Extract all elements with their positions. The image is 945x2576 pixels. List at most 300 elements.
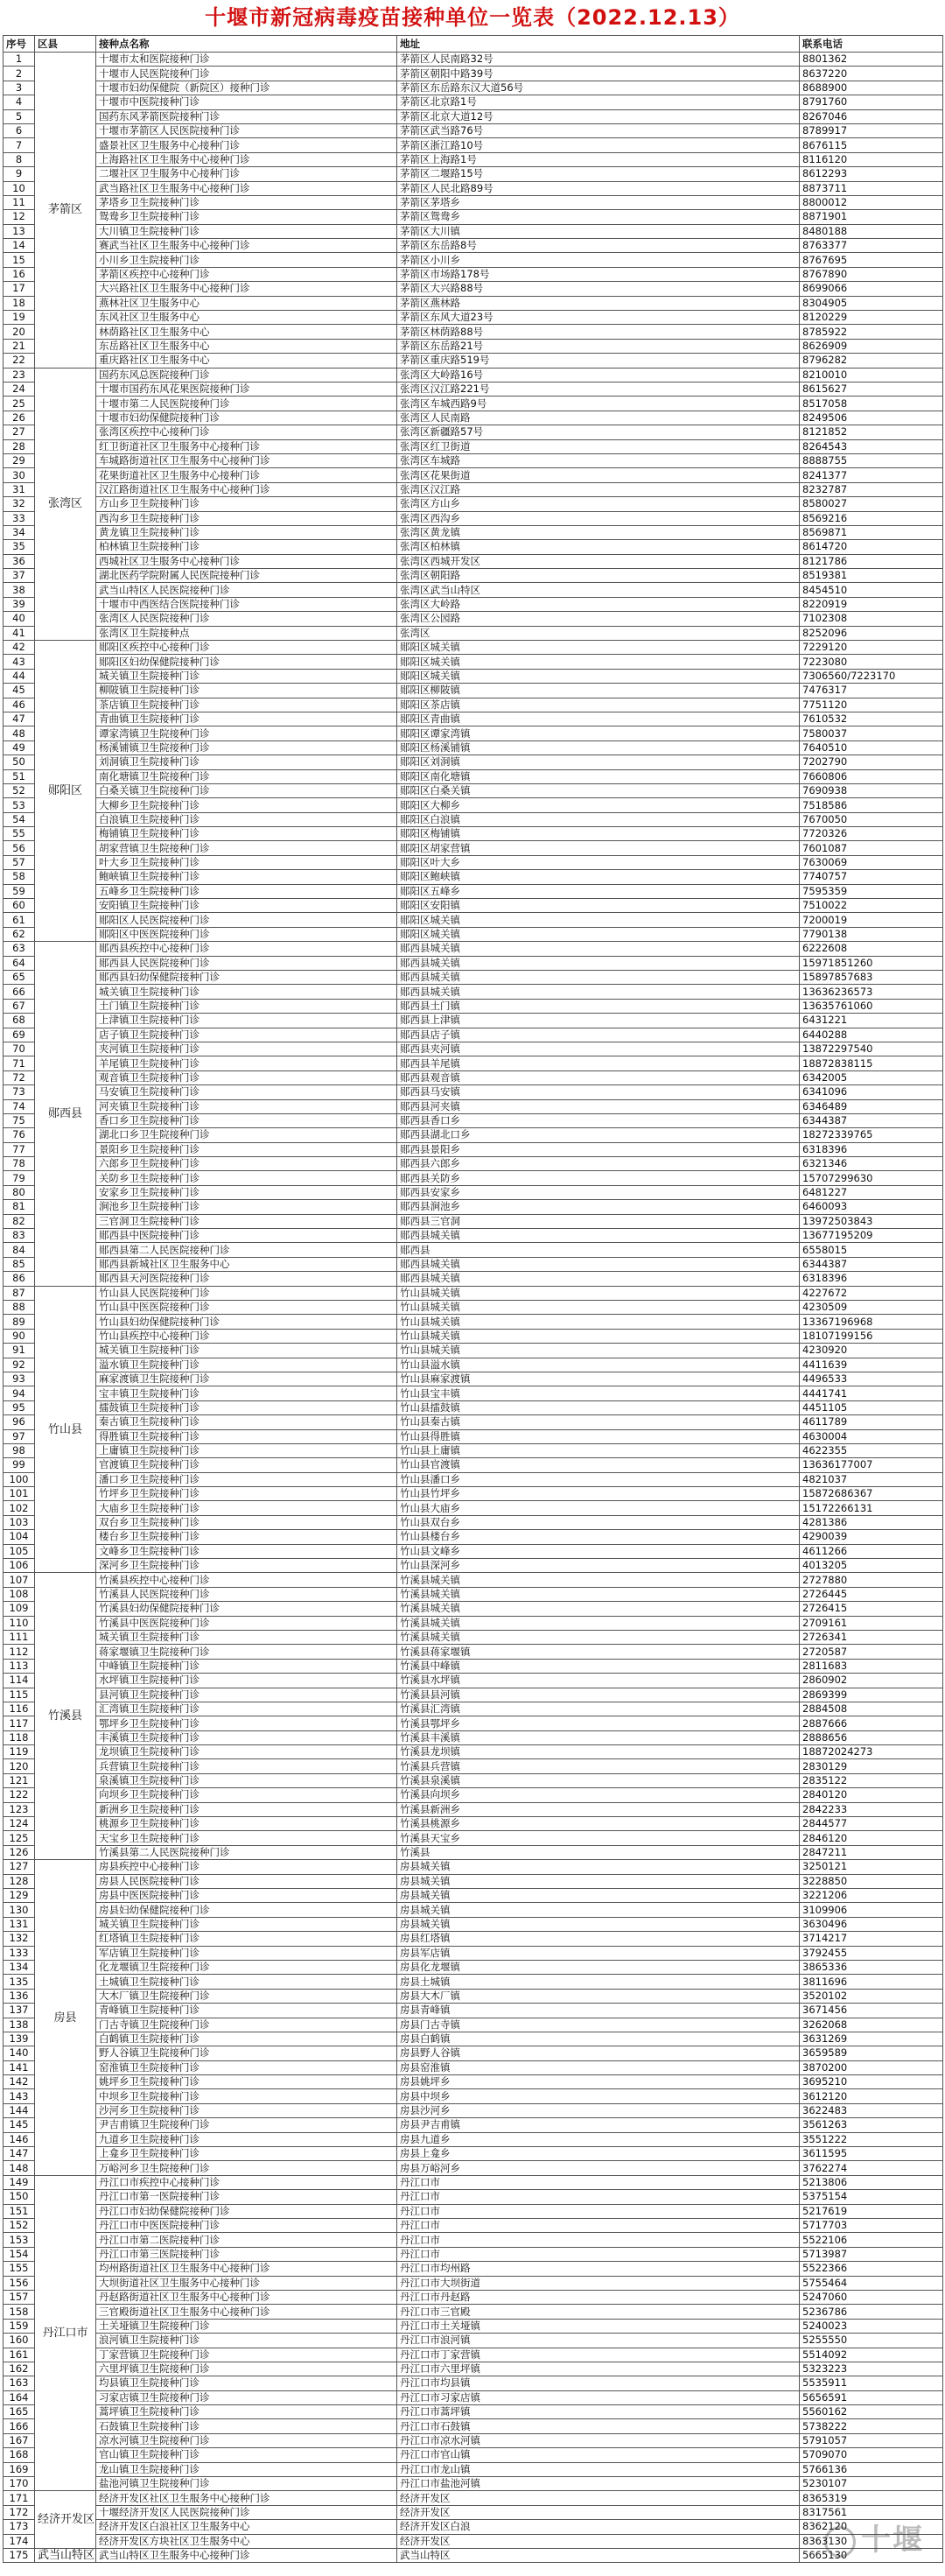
site-name: 中坝乡卫生院接种门诊 <box>96 2089 397 2103</box>
site-name: 石鼓镇卫生院接种门诊 <box>96 2419 397 2433</box>
row-index: 134 <box>4 1960 35 1974</box>
row-index: 17 <box>4 282 35 296</box>
table-row <box>4 1458 943 1472</box>
row-index: 150 <box>4 2190 35 2204</box>
site-phone: 3695210 <box>800 2075 943 2089</box>
table-row <box>4 2060 943 2074</box>
table-row <box>4 812 943 826</box>
site-address: 竹溪县天宝乡 <box>397 1831 800 1845</box>
site-phone: 5791057 <box>800 2433 943 2447</box>
site-address: 郧阳区梅铺镇 <box>397 827 800 841</box>
site-phone: 8232787 <box>800 482 943 496</box>
site-address: 张湾区黄龙镇 <box>397 525 800 539</box>
site-address: 张湾区汉江路221号 <box>397 382 800 396</box>
row-index: 1 <box>4 53 35 67</box>
row-index: 46 <box>4 698 35 712</box>
site-name: 房县人民医院接种门诊 <box>96 1874 397 1888</box>
site-phone: 8626909 <box>800 339 943 353</box>
site-name: 鄂坪乡卫生院接种门诊 <box>96 1716 397 1730</box>
site-name: 大坝街道社区卫生服务中心接种门诊 <box>96 2276 397 2290</box>
site-phone: 5255550 <box>800 2334 943 2348</box>
site-name: 店子镇卫生院接种门诊 <box>96 1028 397 1042</box>
site-phone: 7223080 <box>800 655 943 669</box>
site-phone: 8871901 <box>800 210 943 224</box>
row-index: 139 <box>4 2032 35 2046</box>
table-row <box>4 1185 943 1199</box>
site-address: 房县土城镇 <box>397 1975 800 1989</box>
table-row <box>4 468 943 482</box>
site-phone: 5766136 <box>800 2462 943 2476</box>
table-row <box>4 1128 943 1142</box>
row-index: 119 <box>4 1745 35 1759</box>
site-address: 经济开发区白浪 <box>397 2520 800 2534</box>
row-index: 133 <box>4 1946 35 1960</box>
row-index: 62 <box>4 927 35 941</box>
site-name: 杨溪铺镇卫生院接种门诊 <box>96 741 397 755</box>
site-name: 十堰市中西医结合医院接种门诊 <box>96 597 397 611</box>
table-row <box>4 2448 943 2462</box>
site-address: 房县尹吉甫镇 <box>397 2118 800 2132</box>
table-row <box>4 884 943 898</box>
site-name: 河夹镇卫生院接种门诊 <box>96 1099 397 1113</box>
table-row <box>4 1257 943 1271</box>
row-index: 104 <box>4 1530 35 1544</box>
site-phone: 8264543 <box>800 439 943 453</box>
site-address: 郧西县城关镇 <box>397 1272 800 1286</box>
row-index: 69 <box>4 1028 35 1042</box>
row-index: 18 <box>4 296 35 310</box>
row-index: 122 <box>4 1788 35 1802</box>
site-phone: 18107199156 <box>800 1329 943 1343</box>
site-phone: 5247060 <box>800 2290 943 2304</box>
site-name: 竹溪县第二人民医院接种门诊 <box>96 1845 397 1859</box>
site-phone: 3520102 <box>800 1989 943 2003</box>
site-address: 郧西县城关镇 <box>397 1257 800 1271</box>
row-index: 29 <box>4 453 35 467</box>
site-name: 郧阳区疾控中心接种门诊 <box>96 641 397 655</box>
table-row <box>4 95 943 109</box>
table-row <box>4 2147 943 2161</box>
table-row <box>4 1443 943 1457</box>
site-name: 窑淮镇卫生院接种门诊 <box>96 2060 397 2074</box>
site-address: 房县中坝乡 <box>397 2089 800 2103</box>
site-address: 丹江口市官山镇 <box>397 2448 800 2462</box>
row-index: 15 <box>4 253 35 267</box>
site-name: 张湾区卫生院接种点 <box>96 626 397 640</box>
row-index: 141 <box>4 2060 35 2074</box>
row-index: 165 <box>4 2405 35 2419</box>
table-row <box>4 999 943 1013</box>
row-index: 24 <box>4 382 35 396</box>
row-index: 175 <box>4 2548 35 2562</box>
site-name: 十堰经济开发区人民医院接种门诊 <box>96 2505 397 2519</box>
site-name: 东岳路社区卫生服务中心 <box>96 339 397 353</box>
site-phone: 7690938 <box>800 783 943 797</box>
table-row <box>4 1845 943 1859</box>
site-address: 郧西县夹河镇 <box>397 1042 800 1056</box>
site-address: 竹山县深河乡 <box>397 1559 800 1573</box>
table-row <box>4 167 943 181</box>
site-phone: 7229120 <box>800 641 943 655</box>
site-phone: 8676115 <box>800 138 943 152</box>
site-name: 九道乡卫生院接种门诊 <box>96 2132 397 2146</box>
site-address: 张湾区车城路 <box>397 453 800 467</box>
site-phone: 4013205 <box>800 1559 943 1573</box>
site-address: 竹山县宝丰镇 <box>397 1386 800 1400</box>
site-phone: 15897857683 <box>800 971 943 985</box>
site-address: 郧西县上津镇 <box>397 1014 800 1028</box>
site-phone: 4451105 <box>800 1400 943 1414</box>
table-row <box>4 985 943 999</box>
row-index: 9 <box>4 167 35 181</box>
site-phone: 2887666 <box>800 1716 943 1730</box>
site-address: 丹江口市六里坪镇 <box>397 2362 800 2376</box>
site-address: 郧西县店子镇 <box>397 1028 800 1042</box>
row-index: 54 <box>4 812 35 826</box>
site-name: 县河镇卫生院接种门诊 <box>96 1688 397 1702</box>
site-name: 楼台乡卫生院接种门诊 <box>96 1530 397 1544</box>
row-index: 149 <box>4 2175 35 2189</box>
site-name: 湖北口乡卫生院接种门诊 <box>96 1128 397 1142</box>
site-phone: 3109906 <box>800 1903 943 1917</box>
table-row <box>4 325 943 339</box>
row-index: 166 <box>4 2419 35 2433</box>
row-index: 79 <box>4 1171 35 1185</box>
row-index: 43 <box>4 655 35 669</box>
site-name: 刘洞镇卫生院接种门诊 <box>96 755 397 769</box>
site-name: 景阳乡卫生院接种门诊 <box>96 1142 397 1156</box>
row-index: 19 <box>4 311 35 325</box>
district-cell: 茅箭区 <box>35 53 96 369</box>
row-index: 169 <box>4 2462 35 2476</box>
site-phone: 15707299630 <box>800 1171 943 1185</box>
row-index: 51 <box>4 769 35 783</box>
site-name: 丹江口市疾控中心接种门诊 <box>96 2175 397 2189</box>
row-index: 107 <box>4 1573 35 1587</box>
site-phone: 3622483 <box>800 2103 943 2117</box>
site-name: 均县镇卫生院接种门诊 <box>96 2376 397 2390</box>
row-index: 89 <box>4 1315 35 1329</box>
row-index: 123 <box>4 1802 35 1816</box>
table-row <box>4 669 943 683</box>
site-phone: 6440288 <box>800 1028 943 1042</box>
site-address: 丹江口市 <box>397 2204 800 2218</box>
site-address: 茅箭区鸳鸯乡 <box>397 210 800 224</box>
table-row <box>4 1099 943 1113</box>
row-index: 172 <box>4 2505 35 2519</box>
site-phone: 5738222 <box>800 2419 943 2433</box>
site-name: 羊尾镇卫生院接种门诊 <box>96 1056 397 1070</box>
site-name: 大柳乡卫生院接种门诊 <box>96 798 397 812</box>
table-row <box>4 1702 943 1716</box>
site-name: 新洲乡卫生院接种门诊 <box>96 1802 397 1816</box>
site-name: 涧池乡卫生院接种门诊 <box>96 1200 397 1214</box>
table-row <box>4 239 943 253</box>
row-index: 81 <box>4 1200 35 1214</box>
table-row <box>4 397 943 411</box>
site-name: 六郎乡卫生院接种门诊 <box>96 1157 397 1171</box>
site-address: 房县姚坪乡 <box>397 2075 800 2089</box>
site-address: 郧阳区安阳镇 <box>397 899 800 913</box>
logo-icon <box>824 2526 856 2558</box>
site-name: 梅铺镇卫生院接种门诊 <box>96 827 397 841</box>
row-index: 163 <box>4 2376 35 2390</box>
row-index: 64 <box>4 956 35 970</box>
site-address: 竹溪县城关镇 <box>397 1630 800 1644</box>
site-phone: 5755464 <box>800 2276 943 2290</box>
row-index: 34 <box>4 525 35 539</box>
site-phone: 8363130 <box>800 2534 943 2548</box>
table-row <box>4 497 943 511</box>
row-index: 174 <box>4 2534 35 2548</box>
site-phone: 7610532 <box>800 712 943 726</box>
header-address: 地址 <box>397 36 800 53</box>
site-address: 茅箭区燕林路 <box>397 296 800 310</box>
row-index: 156 <box>4 2276 35 2290</box>
site-phone: 8615627 <box>800 382 943 396</box>
table-row <box>4 1559 943 1573</box>
row-index: 31 <box>4 482 35 496</box>
table-row <box>4 1659 943 1673</box>
site-phone: 3762274 <box>800 2161 943 2175</box>
site-phone: 18872024273 <box>800 1745 943 1759</box>
site-name: 湖北医药学院附属人民医院接种门诊 <box>96 569 397 583</box>
site-phone: 8317561 <box>800 2505 943 2519</box>
site-phone: 3551222 <box>800 2132 943 2146</box>
row-index: 98 <box>4 1443 35 1457</box>
site-name: 竹山县人民医院接种门诊 <box>96 1286 397 1300</box>
table-row <box>4 2276 943 2290</box>
table-row <box>4 870 943 884</box>
table-row <box>4 1042 943 1056</box>
district-cell: 竹山县 <box>35 1286 96 1573</box>
table-row <box>4 2319 943 2333</box>
site-address: 竹溪县新洲乡 <box>397 1802 800 1816</box>
site-address: 经济开发区 <box>397 2534 800 2548</box>
site-address: 丹江口市丁家营镇 <box>397 2348 800 2362</box>
table-row <box>4 1817 943 1831</box>
site-address: 经济开发区 <box>397 2505 800 2519</box>
site-phone: 13367196968 <box>800 1315 943 1329</box>
table-row <box>4 1602 943 1616</box>
table-row <box>4 626 943 640</box>
row-index: 138 <box>4 2018 35 2032</box>
table-row <box>4 282 943 296</box>
site-address: 丹江口市三官殿 <box>397 2305 800 2319</box>
site-address: 竹溪县向坝乡 <box>397 1788 800 1802</box>
table-row <box>4 2204 943 2218</box>
site-name: 国药东风茅箭医院接种门诊 <box>96 109 397 123</box>
site-name: 习家店镇卫生院接种门诊 <box>96 2390 397 2404</box>
site-address: 竹溪县城关镇 <box>397 1573 800 1587</box>
row-index: 8 <box>4 152 35 166</box>
site-address: 丹江口市大坝街道 <box>397 2276 800 2290</box>
table-row <box>4 1515 943 1529</box>
site-name: 郧西县妇幼保健院接种门诊 <box>96 971 397 985</box>
row-index: 127 <box>4 1860 35 1874</box>
row-index: 22 <box>4 354 35 368</box>
site-phone: 5656591 <box>800 2390 943 2404</box>
site-name: 蒿坪镇卫生院接种门诊 <box>96 2405 397 2419</box>
row-index: 167 <box>4 2433 35 2447</box>
table-row <box>4 698 943 712</box>
site-name: 五峰乡卫生院接种门诊 <box>96 884 397 898</box>
site-name: 盐池河镇卫生院接种门诊 <box>96 2477 397 2491</box>
row-index: 33 <box>4 511 35 525</box>
site-phone: 2835122 <box>800 1773 943 1787</box>
site-name: 白桑关镇卫生院接种门诊 <box>96 783 397 797</box>
site-name: 姚坪乡卫生院接种门诊 <box>96 2075 397 2089</box>
row-index: 128 <box>4 1874 35 1888</box>
site-name: 郧西县人民医院接种门诊 <box>96 956 397 970</box>
site-phone: 13635761060 <box>800 999 943 1013</box>
row-index: 21 <box>4 339 35 353</box>
site-name: 花果街道社区卫生服务中心接种门诊 <box>96 468 397 482</box>
site-phone: 3612120 <box>800 2089 943 2103</box>
site-phone: 13872297540 <box>800 1042 943 1056</box>
site-name: 城关镇卫生院接种门诊 <box>96 669 397 683</box>
row-index: 44 <box>4 669 35 683</box>
site-address: 房县青峰镇 <box>397 2004 800 2018</box>
row-index: 115 <box>4 1688 35 1702</box>
row-index: 53 <box>4 798 35 812</box>
table-row <box>4 1975 943 1989</box>
site-phone: 7670050 <box>800 812 943 826</box>
site-name: 三官殿街道社区卫生服务中心接种门诊 <box>96 2305 397 2319</box>
site-address: 郧阳区刘洞镇 <box>397 755 800 769</box>
row-index: 90 <box>4 1329 35 1343</box>
site-name: 香口乡卫生院接种门诊 <box>96 1113 397 1127</box>
site-address: 张湾区公园路 <box>397 612 800 626</box>
site-address: 郧西县六郎乡 <box>397 1157 800 1171</box>
header-phone: 联系电话 <box>800 36 943 53</box>
table-row <box>4 1028 943 1042</box>
table-row <box>4 1573 943 1587</box>
site-address: 竹山县秦古镇 <box>397 1415 800 1429</box>
site-name: 城关镇卫生院接种门诊 <box>96 1917 397 1931</box>
table-row <box>4 2089 943 2103</box>
row-index: 153 <box>4 2233 35 2247</box>
site-phone: 8801362 <box>800 53 943 67</box>
site-address: 郧阳区茶店镇 <box>397 698 800 712</box>
district-cell: 丹江口市 <box>35 2175 96 2491</box>
site-address: 郧阳区柳陂镇 <box>397 684 800 698</box>
site-address: 茅箭区武当路76号 <box>397 123 800 137</box>
site-name: 安阳镇卫生院接种门诊 <box>96 899 397 913</box>
site-address: 竹溪县水坪镇 <box>397 1674 800 1688</box>
table-row <box>4 1645 943 1659</box>
site-phone: 6481227 <box>800 1185 943 1199</box>
row-index: 147 <box>4 2147 35 2161</box>
table-row <box>4 53 943 67</box>
table-row <box>4 684 943 698</box>
site-phone: 2884508 <box>800 1702 943 1716</box>
site-name: 竹溪县妇幼保健院接种门诊 <box>96 1602 397 1616</box>
site-phone: 8767890 <box>800 267 943 281</box>
site-phone: 2726445 <box>800 1587 943 1601</box>
site-phone: 8785922 <box>800 325 943 339</box>
site-address: 张湾区 <box>397 626 800 640</box>
site-address: 郧阳区城关镇 <box>397 641 800 655</box>
site-phone: 4821037 <box>800 1472 943 1486</box>
table-row <box>4 2419 943 2433</box>
row-index: 30 <box>4 468 35 482</box>
site-address: 张湾区朝阳路 <box>397 569 800 583</box>
table-row <box>4 1315 943 1329</box>
site-name: 十堰市太和医院接种门诊 <box>96 53 397 67</box>
site-phone: 8210010 <box>800 368 943 382</box>
site-name: 茅箭区疾控中心接种门诊 <box>96 267 397 281</box>
site-name: 十堰市茅箭区人民医院接种门诊 <box>96 123 397 137</box>
site-name: 西沟乡卫生院接种门诊 <box>96 511 397 525</box>
site-address: 竹山县城关镇 <box>397 1300 800 1314</box>
site-address: 竹溪县泉溪镇 <box>397 1773 800 1787</box>
site-phone: 7740757 <box>800 870 943 884</box>
row-index: 86 <box>4 1272 35 1286</box>
site-name: 武当路社区卫生服务中心接种门诊 <box>96 181 397 195</box>
site-address: 张湾区车城西路9号 <box>397 397 800 411</box>
row-index: 144 <box>4 2103 35 2117</box>
row-index: 87 <box>4 1286 35 1300</box>
site-phone: 7630069 <box>800 855 943 869</box>
site-name: 丁家营镇卫生院接种门诊 <box>96 2348 397 2362</box>
site-name: 竹山县妇幼保健院接种门诊 <box>96 1315 397 1329</box>
row-index: 16 <box>4 267 35 281</box>
site-phone: 3792455 <box>800 1946 943 1960</box>
row-index: 61 <box>4 913 35 927</box>
site-address: 茅箭区小川乡 <box>397 253 800 267</box>
site-phone: 2888656 <box>800 1730 943 1744</box>
table-row <box>4 1400 943 1414</box>
site-phone: 3714217 <box>800 1932 943 1946</box>
site-phone: 2860902 <box>800 1674 943 1688</box>
row-index: 48 <box>4 726 35 741</box>
table-row <box>4 210 943 224</box>
site-phone: 8688900 <box>800 81 943 95</box>
site-address: 武当山特区 <box>397 2548 800 2562</box>
row-index: 152 <box>4 2218 35 2232</box>
site-name: 郧阳区妇幼保健院接种门诊 <box>96 655 397 669</box>
site-name: 竹溪县人民医院接种门诊 <box>96 1587 397 1601</box>
site-address: 茅箭区大兴路88号 <box>397 282 800 296</box>
site-phone: 5560162 <box>800 2405 943 2419</box>
row-index: 146 <box>4 2132 35 2146</box>
site-phone: 4496533 <box>800 1372 943 1386</box>
site-address: 竹溪县兵营镇 <box>397 1759 800 1773</box>
table-row <box>4 569 943 583</box>
site-address: 郧西县景阳乡 <box>397 1142 800 1156</box>
row-index: 39 <box>4 597 35 611</box>
table-row <box>4 2004 943 2018</box>
site-address: 张湾区大岭路 <box>397 597 800 611</box>
row-index: 93 <box>4 1372 35 1386</box>
site-phone: 4230920 <box>800 1344 943 1358</box>
table-row <box>4 1113 943 1127</box>
table-row <box>4 2262 943 2276</box>
table-row <box>4 224 943 238</box>
site-phone: 3221206 <box>800 1889 943 1903</box>
table-row <box>4 769 943 783</box>
site-name: 十堰市妇幼保健院接种门诊 <box>96 411 397 425</box>
site-phone: 4630004 <box>800 1429 943 1443</box>
table-row <box>4 1056 943 1070</box>
site-address: 丹江口市盐池河镇 <box>397 2477 800 2491</box>
site-phone: 18272339765 <box>800 1128 943 1142</box>
table-row <box>4 2405 943 2419</box>
row-index: 114 <box>4 1674 35 1688</box>
row-index: 142 <box>4 2075 35 2089</box>
site-name: 水坪镇卫生院接种门诊 <box>96 1674 397 1688</box>
